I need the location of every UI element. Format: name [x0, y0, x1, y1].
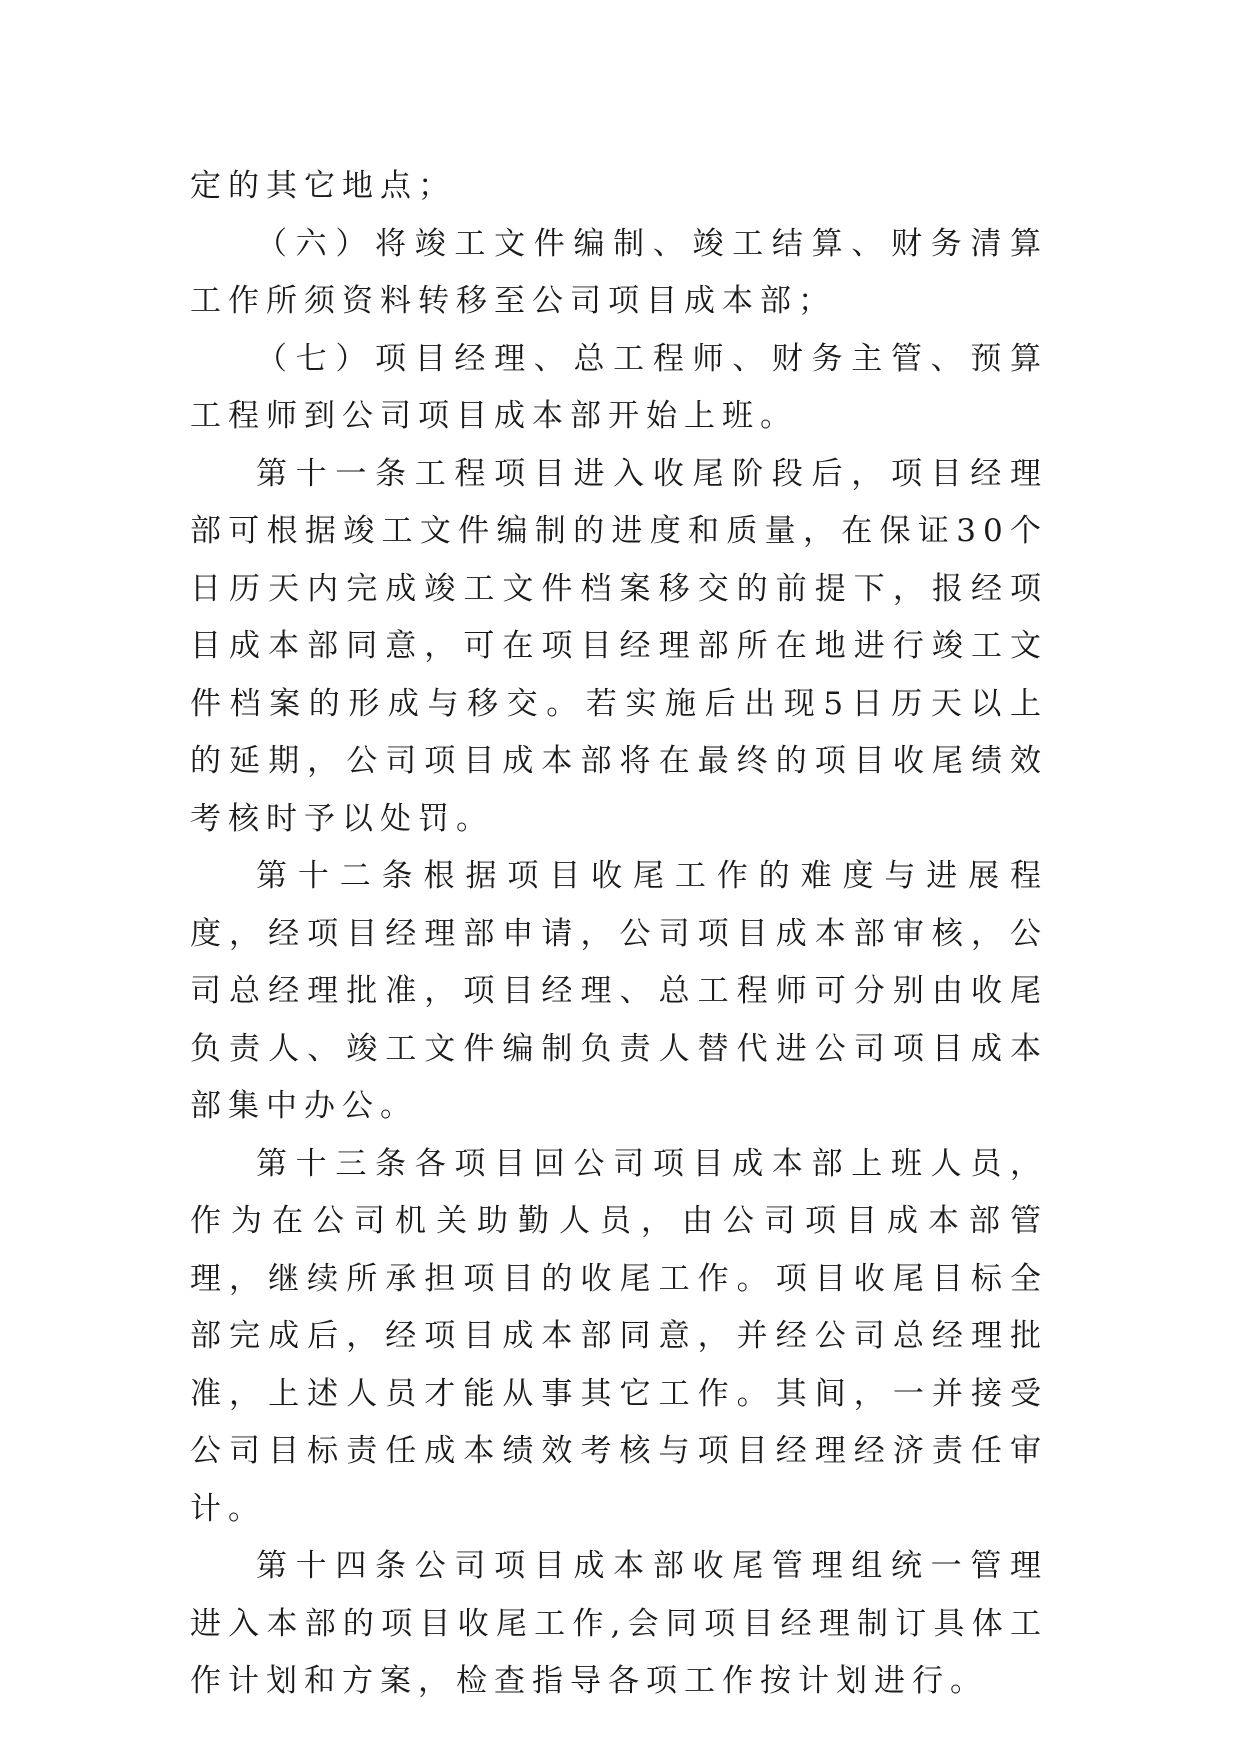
- paragraph-article-14: 第十四条公司项目成本部收尾管理组统一管理进入本部的项目收尾工作,会同项目经理制订具体工作计划和方案，检查指导各项工作按计划进行。: [190, 1548, 1048, 1699]
- paragraph-article-12: 第十二条根据项目收尾工作的难度与进展程度，经项目经理部申请，公司项目成本部审核，公司总经理批准，项目经理、总工程师可分别由收尾负责人、竣工文件编制负责人替代进公司项目成本部集中办公。: [190, 858, 1048, 1124]
- paragraph-article-11: 第十一条工程项目进入收尾阶段后，项目经理部可根据竣工文件编制的进度和质量，在保证30个日历天内完成竣工文件档案移交的前提下，报经项目成本部同意，可在项目经理部所在地进行竣工文件档案的形成与移交。若实施后出现5日历天以上的延期，公司项目成本部将在最终的项目收尾绩效考核时予以处罚。: [190, 455, 1048, 837]
- paragraph-article-13: 第十三条各项目回公司项目成本部上班人员，作为在公司机关助勤人员，由公司项目成本部管理，继续所承担项目的收尾工作。项目收尾目标全部完成后，经项目成本部同意，并经公司总经理批准，上述人员才能从事其它工作。其间，一并接受公司目标责任成本绩效考核与项目经理经济责任审计。: [190, 1145, 1048, 1527]
- paragraph-continuation: 定的其它地点；: [190, 168, 456, 204]
- paragraph-item-7: （七）项目经理、总工程师、财务主管、预算工程师到公司项目成本部开始上班。: [190, 340, 1048, 434]
- document-body: [190, 158, 1048, 1711]
- paragraph-item-6: （六）将竣工文件编制、竣工结算、财务清算工作所须资料转移至公司项目成本部；: [190, 225, 1048, 319]
